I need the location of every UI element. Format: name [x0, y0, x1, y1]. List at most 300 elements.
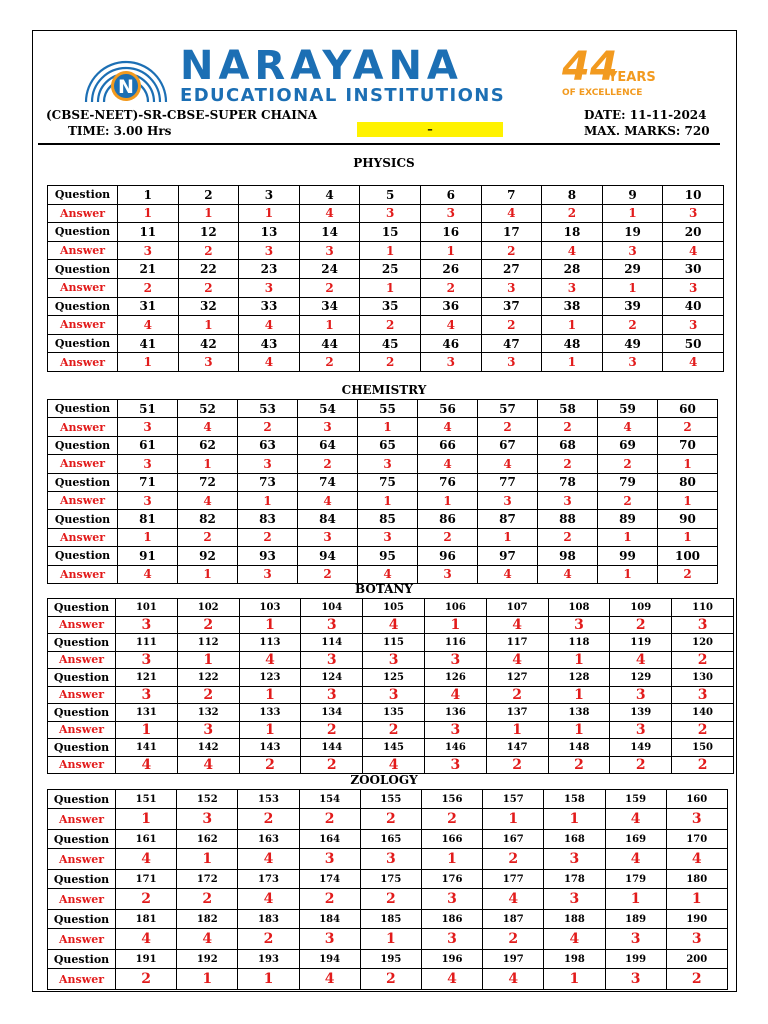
question-number-cell: 78 — [538, 473, 598, 491]
section-title-chemistry: CHEMISTRY — [341, 383, 427, 397]
question-number-cell: 51 — [118, 400, 178, 418]
question-number-cell: 83 — [238, 510, 298, 528]
question-number-cell: 120 — [672, 634, 734, 652]
answer-cell: 2 — [483, 929, 544, 950]
answer-cell: 3 — [238, 455, 298, 473]
question-number-cell: 165 — [360, 830, 421, 849]
answer-cell: 3 — [424, 721, 486, 739]
question-number-cell: 176 — [421, 870, 482, 889]
answer-cell: 1 — [542, 316, 603, 335]
answer-label: Answer — [48, 241, 118, 260]
answer-cell: 1 — [238, 491, 298, 509]
question-number-cell: 90 — [658, 510, 718, 528]
question-row — [48, 223, 724, 242]
question-number-cell: 66 — [418, 436, 478, 454]
answer-cell: 4 — [177, 929, 238, 950]
answer-label: Answer — [48, 616, 116, 634]
answer-cell: 4 — [544, 929, 605, 950]
question-number-cell: 24 — [299, 260, 360, 279]
answer-cell: 2 — [177, 616, 239, 634]
question-number-cell: 62 — [178, 436, 238, 454]
answer-label: Answer — [48, 418, 118, 436]
question-number-cell: 125 — [363, 669, 425, 687]
brand-name: NARAYANA — [180, 43, 463, 89]
answer-cell: 1 — [238, 969, 299, 990]
question-number-cell: 189 — [605, 910, 666, 929]
question-number-cell: 14 — [299, 223, 360, 242]
question-number-cell: 58 — [538, 400, 598, 418]
question-number-cell: 38 — [542, 297, 603, 316]
question-number-cell: 93 — [238, 547, 298, 565]
answer-cell: 1 — [486, 721, 548, 739]
question-number-cell: 174 — [299, 870, 360, 889]
answer-row — [48, 316, 724, 335]
answer-cell: 3 — [238, 565, 298, 583]
answer-cell: 1 — [548, 721, 610, 739]
answer-cell: 4 — [239, 353, 300, 372]
answer-row — [48, 418, 718, 436]
answer-cell: 1 — [239, 616, 301, 634]
answer-cell: 1 — [605, 889, 666, 910]
answer-cell: 3 — [602, 353, 663, 372]
years-number: 44 — [562, 44, 618, 90]
answer-cell: 3 — [239, 241, 300, 260]
question-number-cell: 9 — [602, 186, 663, 205]
question-label: Question — [48, 704, 116, 722]
answer-cell: 1 — [360, 929, 421, 950]
answer-cell: 2 — [538, 528, 598, 546]
question-number-cell: 163 — [238, 830, 299, 849]
question-number-cell: 129 — [610, 669, 672, 687]
answer-cell: 2 — [301, 756, 363, 774]
question-number-cell: 148 — [548, 739, 610, 757]
question-number-cell: 20 — [663, 223, 724, 242]
answer-cell: 2 — [672, 721, 734, 739]
question-number-cell: 86 — [418, 510, 478, 528]
question-number-cell: 16 — [420, 223, 481, 242]
answer-cell: 3 — [358, 455, 418, 473]
answer-cell: 1 — [239, 721, 301, 739]
question-number-cell: 77 — [478, 473, 538, 491]
question-label: Question — [48, 739, 116, 757]
answer-cell: 3 — [666, 929, 727, 950]
answer-cell: 3 — [116, 686, 178, 704]
answer-label: Answer — [48, 686, 116, 704]
question-number-cell: 169 — [605, 830, 666, 849]
question-number-cell: 10 — [663, 186, 724, 205]
question-number-cell: 107 — [486, 599, 548, 617]
answer-cell: 3 — [418, 565, 478, 583]
question-number-cell: 42 — [178, 334, 239, 353]
question-number-cell: 138 — [548, 704, 610, 722]
answer-cell: 3 — [610, 721, 672, 739]
answer-cell: 2 — [298, 565, 358, 583]
question-number-cell: 2 — [178, 186, 239, 205]
answer-cell: 4 — [239, 651, 301, 669]
answer-table-physics — [47, 185, 724, 372]
answer-cell: 4 — [177, 756, 239, 774]
answer-row — [48, 929, 728, 950]
brand-subtitle: EDUCATIONAL INSTITUTIONS — [180, 85, 506, 106]
answer-label: Answer — [48, 721, 116, 739]
question-number-cell: 18 — [542, 223, 603, 242]
answer-row — [48, 565, 718, 583]
question-number-cell: 100 — [658, 547, 718, 565]
answer-label: Answer — [48, 278, 118, 297]
question-label: Question — [48, 634, 116, 652]
answer-cell: 1 — [548, 686, 610, 704]
answer-cell: 1 — [118, 353, 179, 372]
question-row — [48, 599, 734, 617]
answer-cell: 1 — [544, 809, 605, 830]
answer-cell: 2 — [360, 316, 421, 335]
answer-cell: 2 — [538, 455, 598, 473]
answer-row — [48, 491, 718, 509]
question-number-cell: 71 — [118, 473, 178, 491]
answer-cell: 3 — [177, 721, 239, 739]
question-row — [48, 830, 728, 849]
answer-cell: 4 — [481, 204, 542, 223]
question-number-cell: 84 — [298, 510, 358, 528]
question-number-cell: 68 — [538, 436, 598, 454]
question-label: Question — [48, 473, 118, 491]
answer-cell: 1 — [360, 241, 421, 260]
question-number-cell: 178 — [544, 870, 605, 889]
answer-cell: 3 — [610, 686, 672, 704]
question-number-cell: 160 — [666, 790, 727, 809]
answer-cell: 2 — [238, 418, 298, 436]
answer-cell: 3 — [663, 278, 724, 297]
answer-cell: 4 — [542, 241, 603, 260]
answer-cell: 2 — [420, 278, 481, 297]
question-number-cell: 35 — [360, 297, 421, 316]
answer-cell: 4 — [598, 418, 658, 436]
answer-cell: 1 — [177, 969, 238, 990]
question-number-cell: 21 — [118, 260, 179, 279]
question-number-cell: 175 — [360, 870, 421, 889]
answer-row — [48, 204, 724, 223]
answer-cell: 2 — [299, 889, 360, 910]
answer-row — [48, 721, 734, 739]
answer-row — [48, 455, 718, 473]
question-number-cell: 65 — [358, 436, 418, 454]
answer-cell: 1 — [421, 849, 482, 870]
question-label: Question — [48, 599, 116, 617]
answer-cell: 4 — [116, 929, 177, 950]
question-number-cell: 89 — [598, 510, 658, 528]
answer-row — [48, 353, 724, 372]
question-number-cell: 147 — [486, 739, 548, 757]
answer-cell: 4 — [178, 491, 238, 509]
answer-cell: 3 — [481, 353, 542, 372]
answer-cell: 3 — [672, 616, 734, 634]
answer-cell: 2 — [178, 241, 239, 260]
answer-cell: 3 — [298, 418, 358, 436]
question-number-cell: 12 — [178, 223, 239, 242]
question-row — [48, 790, 728, 809]
question-number-cell: 115 — [363, 634, 425, 652]
answer-cell: 1 — [598, 528, 658, 546]
question-number-cell: 23 — [239, 260, 300, 279]
answer-cell: 3 — [548, 616, 610, 634]
brand-block — [180, 43, 620, 106]
answer-cell: 2 — [118, 278, 179, 297]
question-number-cell: 104 — [301, 599, 363, 617]
question-number-cell: 75 — [358, 473, 418, 491]
answer-row — [48, 278, 724, 297]
question-number-cell: 54 — [298, 400, 358, 418]
answer-cell: 1 — [602, 278, 663, 297]
question-label: Question — [48, 436, 118, 454]
answer-label: Answer — [48, 528, 118, 546]
answer-cell: 1 — [542, 353, 603, 372]
answer-cell: 3 — [605, 929, 666, 950]
question-number-cell: 140 — [672, 704, 734, 722]
question-number-cell: 108 — [548, 599, 610, 617]
answer-cell: 1 — [548, 651, 610, 669]
question-number-cell: 172 — [177, 870, 238, 889]
question-number-cell: 57 — [478, 400, 538, 418]
answer-label: Answer — [48, 455, 118, 473]
answer-cell: 1 — [358, 491, 418, 509]
answer-table-zoology — [47, 789, 728, 990]
answer-cell: 1 — [358, 418, 418, 436]
answer-cell: 2 — [239, 756, 301, 774]
answer-cell: 1 — [666, 889, 727, 910]
answer-cell: 2 — [478, 418, 538, 436]
answer-cell: 3 — [299, 849, 360, 870]
question-number-cell: 92 — [178, 547, 238, 565]
years-badge — [562, 44, 682, 104]
answer-cell: 2 — [658, 565, 718, 583]
question-row — [48, 739, 734, 757]
question-number-cell: 126 — [424, 669, 486, 687]
question-number-cell: 26 — [420, 260, 481, 279]
answer-cell: 3 — [358, 528, 418, 546]
question-number-cell: 159 — [605, 790, 666, 809]
answer-cell: 3 — [299, 241, 360, 260]
answer-label: Answer — [48, 204, 118, 223]
answer-label: Answer — [48, 849, 116, 870]
answer-cell: 2 — [299, 809, 360, 830]
answer-cell: 4 — [610, 651, 672, 669]
answer-cell: 1 — [177, 651, 239, 669]
answer-cell: 4 — [605, 849, 666, 870]
question-number-cell: 47 — [481, 334, 542, 353]
answer-cell: 1 — [116, 721, 178, 739]
years-word: YEARS — [608, 70, 656, 85]
answer-cell: 3 — [666, 809, 727, 830]
question-number-cell: 154 — [299, 790, 360, 809]
question-number-cell: 70 — [658, 436, 718, 454]
question-number-cell: 82 — [178, 510, 238, 528]
answer-cell: 1 — [239, 204, 300, 223]
answer-cell: 1 — [178, 204, 239, 223]
question-number-cell: 88 — [538, 510, 598, 528]
question-number-cell: 95 — [358, 547, 418, 565]
section-title-physics: PHYSICS — [353, 156, 415, 170]
question-number-cell: 121 — [116, 669, 178, 687]
question-number-cell: 161 — [116, 830, 177, 849]
answer-cell: 4 — [666, 849, 727, 870]
question-number-cell: 40 — [663, 297, 724, 316]
exam-time: TIME: 3.00 Hrs — [68, 124, 172, 138]
question-number-cell: 55 — [358, 400, 418, 418]
question-number-cell: 111 — [116, 634, 178, 652]
answer-cell: 2 — [360, 969, 421, 990]
answer-cell: 4 — [178, 418, 238, 436]
question-number-cell: 155 — [360, 790, 421, 809]
question-number-cell: 149 — [610, 739, 672, 757]
question-number-cell: 31 — [118, 297, 179, 316]
answer-cell: 4 — [418, 455, 478, 473]
question-number-cell: 106 — [424, 599, 486, 617]
question-label: Question — [48, 910, 116, 929]
answer-cell: 2 — [238, 528, 298, 546]
answer-cell: 3 — [420, 204, 481, 223]
answer-cell: 4 — [483, 889, 544, 910]
answer-cell: 2 — [481, 316, 542, 335]
question-number-cell: 158 — [544, 790, 605, 809]
question-number-cell: 101 — [116, 599, 178, 617]
question-number-cell: 186 — [421, 910, 482, 929]
answer-cell: 2 — [360, 889, 421, 910]
question-number-cell: 80 — [658, 473, 718, 491]
question-number-cell: 61 — [118, 436, 178, 454]
answer-cell: 3 — [481, 278, 542, 297]
exam-title: (CBSE-NEET)-SR-CBSE-SUPER CHAINA — [46, 108, 318, 122]
answer-cell: 1 — [658, 491, 718, 509]
answer-cell: 2 — [177, 889, 238, 910]
answer-label: Answer — [48, 969, 116, 990]
answer-cell: 4 — [486, 616, 548, 634]
question-number-cell: 73 — [238, 473, 298, 491]
answer-cell: 3 — [542, 278, 603, 297]
answer-cell: 4 — [418, 418, 478, 436]
answer-cell: 3 — [663, 204, 724, 223]
answer-row — [48, 969, 728, 990]
answer-row — [48, 889, 728, 910]
question-number-cell: 39 — [602, 297, 663, 316]
answer-cell: 3 — [544, 849, 605, 870]
section-title-botany: BOTANY — [355, 582, 413, 596]
question-label: Question — [48, 830, 116, 849]
question-number-cell: 36 — [420, 297, 481, 316]
question-number-cell: 46 — [420, 334, 481, 353]
question-number-cell: 143 — [239, 739, 301, 757]
answer-cell: 3 — [478, 491, 538, 509]
answer-cell: 1 — [602, 204, 663, 223]
question-number-cell: 180 — [666, 870, 727, 889]
question-number-cell: 102 — [177, 599, 239, 617]
question-number-cell: 74 — [298, 473, 358, 491]
answer-row — [48, 809, 728, 830]
answer-cell: 4 — [605, 809, 666, 830]
answer-cell: 2 — [542, 204, 603, 223]
answer-cell: 3 — [538, 491, 598, 509]
question-number-cell: 183 — [238, 910, 299, 929]
answer-cell: 4 — [478, 455, 538, 473]
answer-cell: 2 — [483, 849, 544, 870]
answer-row — [48, 686, 734, 704]
question-number-cell: 150 — [672, 739, 734, 757]
question-number-cell: 28 — [542, 260, 603, 279]
answer-cell: 1 — [418, 491, 478, 509]
question-number-cell: 184 — [299, 910, 360, 929]
question-row — [48, 870, 728, 889]
question-number-cell: 76 — [418, 473, 478, 491]
question-number-cell: 56 — [418, 400, 478, 418]
answer-cell: 2 — [298, 455, 358, 473]
question-number-cell: 113 — [239, 634, 301, 652]
answer-cell: 4 — [299, 204, 360, 223]
question-number-cell: 43 — [239, 334, 300, 353]
question-number-cell: 49 — [602, 334, 663, 353]
question-label: Question — [48, 669, 116, 687]
question-row — [48, 436, 718, 454]
answer-cell: 1 — [478, 528, 538, 546]
answer-cell: 3 — [363, 686, 425, 704]
question-number-cell: 166 — [421, 830, 482, 849]
question-number-cell: 190 — [666, 910, 727, 929]
question-number-cell: 173 — [238, 870, 299, 889]
answer-cell: 3 — [301, 651, 363, 669]
question-label: Question — [48, 186, 118, 205]
answer-cell: 3 — [118, 418, 178, 436]
question-number-cell: 67 — [478, 436, 538, 454]
question-number-cell: 118 — [548, 634, 610, 652]
answer-cell: 4 — [478, 565, 538, 583]
question-number-cell: 168 — [544, 830, 605, 849]
question-number-cell: 27 — [481, 260, 542, 279]
question-number-cell: 127 — [486, 669, 548, 687]
answer-cell: 3 — [544, 889, 605, 910]
section-title-zoology: ZOOLOGY — [350, 773, 418, 787]
question-number-cell: 167 — [483, 830, 544, 849]
answer-cell: 2 — [672, 651, 734, 669]
answer-cell: 4 — [298, 491, 358, 509]
answer-cell: 4 — [663, 241, 724, 260]
answer-cell: 4 — [299, 969, 360, 990]
answer-table-chemistry — [47, 399, 718, 584]
answer-row — [48, 756, 734, 774]
answer-cell: 2 — [363, 721, 425, 739]
question-number-cell: 142 — [177, 739, 239, 757]
answer-cell: 1 — [598, 565, 658, 583]
question-row — [48, 334, 724, 353]
answer-cell: 2 — [598, 491, 658, 509]
answer-cell: 3 — [116, 651, 178, 669]
question-number-cell: 4 — [299, 186, 360, 205]
answer-cell: 3 — [605, 969, 666, 990]
answer-cell: 2 — [486, 756, 548, 774]
answer-cell: 2 — [238, 929, 299, 950]
answer-row — [48, 528, 718, 546]
question-number-cell: 34 — [299, 297, 360, 316]
answer-label: Answer — [48, 929, 116, 950]
question-number-cell: 171 — [116, 870, 177, 889]
question-number-cell: 152 — [177, 790, 238, 809]
answer-cell: 2 — [658, 418, 718, 436]
question-number-cell: 87 — [478, 510, 538, 528]
question-number-cell: 37 — [481, 297, 542, 316]
question-number-cell: 141 — [116, 739, 178, 757]
question-label: Question — [48, 547, 118, 565]
question-number-cell: 33 — [239, 297, 300, 316]
question-label: Question — [48, 297, 118, 316]
answer-cell: 4 — [663, 353, 724, 372]
answer-cell: 1 — [544, 969, 605, 990]
